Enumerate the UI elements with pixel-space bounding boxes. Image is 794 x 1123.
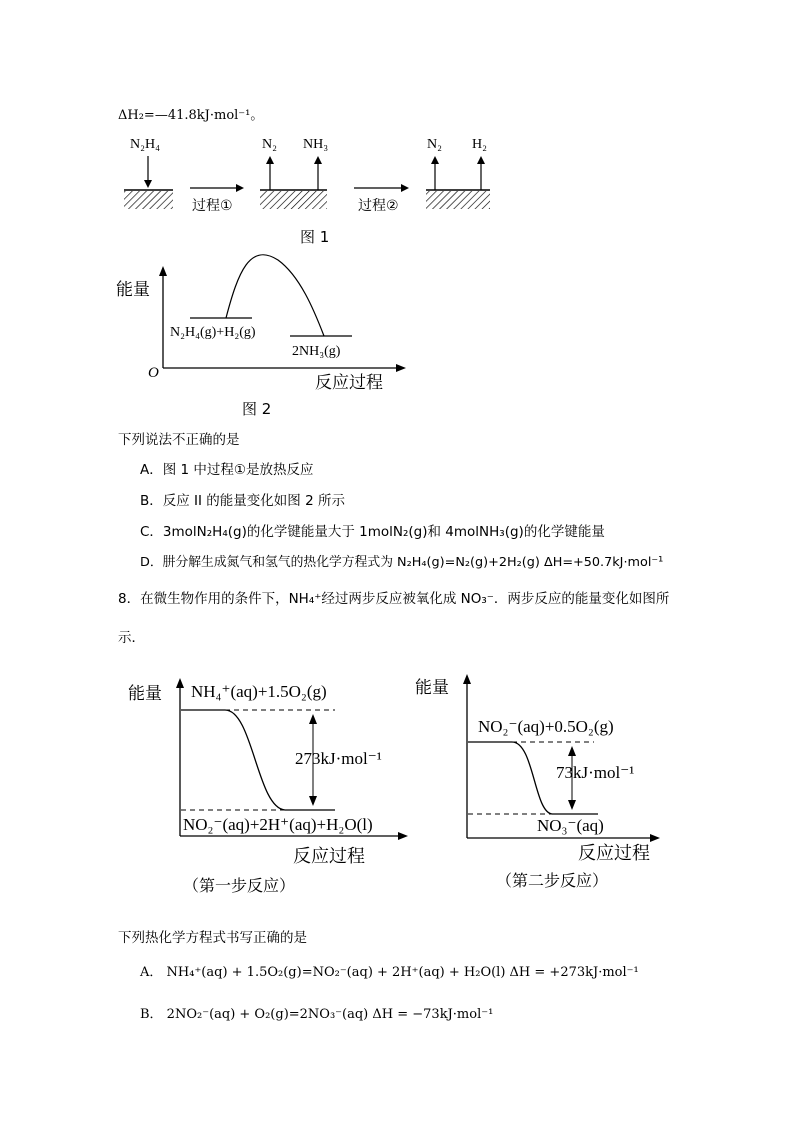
- step1-bottom-species: NO₂⁻(aq)+2H⁺(aq)+H₂O(l): [183, 815, 373, 834]
- step1-caption: （第一步反应）: [183, 876, 296, 895]
- fig2-y-label: 能量: [116, 280, 150, 300]
- fig2-caption: 图 2: [242, 400, 272, 418]
- step1-energy-curve: [225, 710, 285, 810]
- q7-option-b: B．反应 II 的能量变化如图 2 所示: [140, 493, 345, 509]
- dh2-line: ΔH₂=—41.8kJ·mol⁻¹。: [118, 108, 264, 123]
- step2-energy-diagram: [412, 668, 672, 893]
- q7-option-d: D．肼分解生成氮气和氢气的热化学方程式为 N₂H₄(g)=N₂(g)+2H₂(g) ΔH=+50.7kJ·mol⁻¹: [140, 555, 664, 570]
- fig2-origin: O: [148, 365, 159, 381]
- step1-energy-value: 273kJ·mol⁻¹: [295, 749, 382, 768]
- step1-y-label: 能量: [128, 684, 162, 704]
- step1-energy-diagram: [125, 672, 425, 897]
- q7-stem: 下列说法不正确的是: [118, 432, 240, 448]
- fig1-process-2: 过程②: [358, 198, 399, 214]
- q8-stem-2: 下列热化学方程式书写正确的是: [118, 930, 307, 946]
- fig1-species-n2h4: N₂H₄: [130, 137, 160, 152]
- step2-bottom-species: NO₃⁻(aq): [537, 816, 604, 835]
- fig1-surface-3: [426, 191, 490, 209]
- q8-stem-line-2: 示．: [118, 630, 145, 646]
- step2-energy-curve: [512, 742, 552, 814]
- step1-top-species: NH₄⁺(aq)+1.5O₂(g): [191, 682, 327, 701]
- q7-option-c: C．3molN₂H₄(g)的化学键能量大于 1molN₂(g)和 4molNH₃(g)的化学键能量: [140, 524, 605, 540]
- fig1-species-nh3: NH₃: [303, 137, 329, 152]
- fig2-x-label: 反应过程: [315, 373, 383, 393]
- step1-x-label: 反应过程: [293, 846, 365, 867]
- fig1-surface-1: [124, 191, 173, 209]
- fig1-process-1: 过程①: [192, 198, 233, 214]
- q8-stem-line-1: 8．在微生物作用的条件下，NH₄⁺经过两步反应被氧化成 NO₃⁻．两步反应的能量变化如图所: [118, 591, 670, 607]
- fig2-energy-curve: [226, 255, 324, 336]
- fig1-species-n2b: N₂: [427, 137, 442, 152]
- fig1-caption: 图 1: [300, 228, 330, 246]
- q8-option-a: A． NH₄⁺(aq) + 1.5O₂(g)=NO₂⁻(aq) + 2H⁺(aq) + H₂O(l) ΔH = +273kJ·mol⁻¹: [140, 965, 639, 980]
- fig1-species-h2: H₂: [472, 137, 487, 152]
- fig1-species-n2: N₂: [262, 137, 277, 152]
- fig2-reactant: N₂H₄(g)+H₂(g): [170, 325, 256, 340]
- step2-caption: （第二步反应）: [496, 871, 609, 890]
- q7-option-a: A．图 1 中过程①是放热反应: [140, 462, 314, 478]
- q8-option-b: B． 2NO₂⁻(aq) + O₂(g)=2NO₃⁻(aq) ΔH = −73kJ·mol⁻¹: [140, 1007, 494, 1022]
- step2-energy-value: 73kJ·mol⁻¹: [556, 763, 635, 782]
- figure-1: [110, 128, 510, 250]
- fig2-product: 2NH₃(g): [292, 344, 341, 359]
- fig1-surface-2: [260, 191, 327, 209]
- figure-2: [110, 252, 420, 424]
- step2-y-label: 能量: [415, 678, 449, 698]
- step2-x-label: 反应过程: [578, 843, 650, 864]
- step2-top-species: NO₂⁻(aq)+0.5O₂(g): [478, 717, 614, 736]
